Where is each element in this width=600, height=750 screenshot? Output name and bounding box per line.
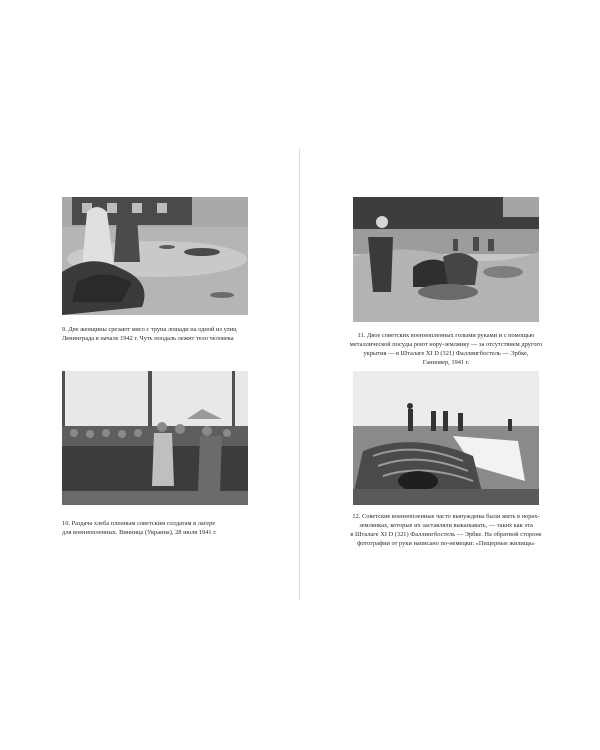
photo-women-cutting-horse [62, 197, 248, 315]
caption-11-line-2: металлической посуды роют нору-землянку — за отсутствием другого [349, 341, 543, 348]
page-gutter [299, 148, 300, 600]
caption-11-line-4: Ганновер, 1941 г. [422, 359, 470, 366]
photo-cave-dwellings [353, 371, 539, 505]
caption-9-line-2: Ленинграда в начале 1942 г. Чуть поодаль лежит тело человека [62, 335, 234, 342]
photo-bread-distribution [62, 371, 248, 505]
caption-11-line-1: 11. Двое советских военнопленных голыми руками и с помощью [357, 332, 535, 339]
photo-prisoners-digging [353, 197, 539, 322]
caption-12-line-3: в Шталаге XI D (321) Фаллингбостель — Эрбке. На обратной стороне [350, 531, 542, 538]
caption-9 [62, 325, 262, 343]
caption-12-line-1: 12. Советские военнопленные часто вынуждены были жить в норах- [352, 513, 540, 520]
caption-11-line-3: укрытия — в Шталаге XI D (321) Фаллингбостель — Эрбке, [363, 350, 529, 357]
caption-12 [330, 512, 562, 548]
caption-11 [330, 331, 562, 367]
caption-12-line-2: землянках, которые их заставляли выкапывать, — таких как эта [359, 522, 533, 529]
caption-10 [62, 519, 262, 537]
caption-9-line-1: 9. Две женщины срезают мясо с трупа лошади на одной из улиц [62, 326, 237, 333]
caption-10-line-1: 10. Раздача хлеба пленным советским солдатам в лагере [62, 520, 216, 527]
caption-10-line-2: для военнопленных. Винница (Украина), 28 июля 1941 г. [62, 529, 217, 536]
caption-12-line-4: фотографии от руки написано по-немецки: «Пещерные жилища» [357, 540, 535, 547]
